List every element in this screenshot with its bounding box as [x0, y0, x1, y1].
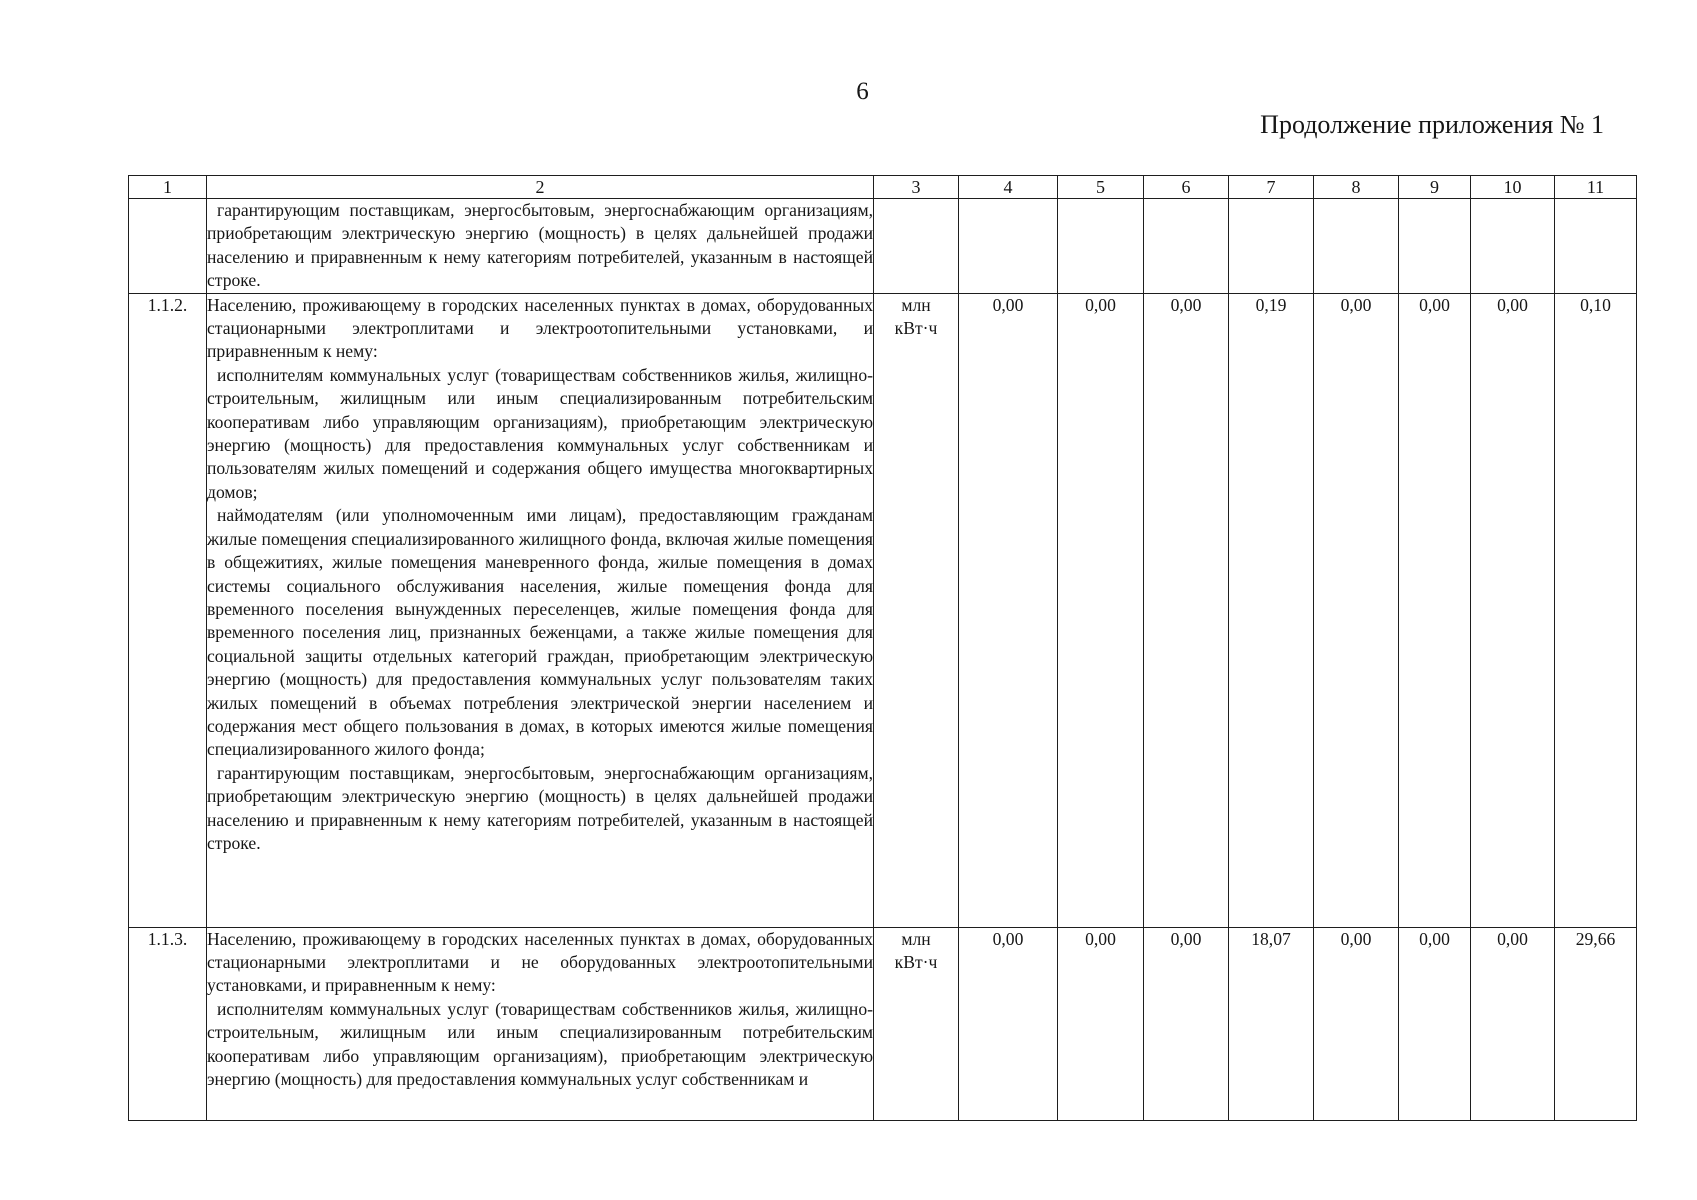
- value-cell: 0,00: [1144, 927, 1229, 1120]
- value-cell: 0,00: [1058, 927, 1144, 1120]
- unit-cell: [874, 293, 959, 927]
- value-cell: [1314, 199, 1399, 294]
- value-cell: 0,00: [1058, 293, 1144, 927]
- column-header: 7: [1229, 176, 1314, 199]
- row-number: 1.1.3.: [129, 927, 207, 1120]
- column-header: 4: [959, 176, 1058, 199]
- description-paragraph: гарантирующим поставщикам, энергосбытовым, энергоснабжающим организациям, приобретающим электрическую энергию (мощность) в целях дальнейшей продажи населению и приравненным к нему категориям потребителей, указанным в настоящей строке.: [207, 200, 873, 291]
- row-number: [129, 199, 207, 294]
- value-cell: 0,19: [1229, 293, 1314, 927]
- page-number: 6: [856, 78, 869, 105]
- description-paragraph: исполнителям коммунальных услуг (товариществам собственников жилья, жилищно-строительным, жилищным или иным специализированным потребительским кооперативам либо управляющим организациям), приобретающим электрическую энергию (мощность) для предоставления коммунальных услуг собственникам и пользователям жилых помещений и содержания общего имущества многоквартирных домов;: [207, 364, 873, 502]
- value-cell: 29,66: [1555, 927, 1637, 1120]
- unit-line: млн: [901, 928, 931, 949]
- value-cell: [1058, 199, 1144, 294]
- column-header: 9: [1399, 176, 1471, 199]
- value-cell: 0,00: [1399, 293, 1471, 927]
- unit-line: кВт·ч: [894, 951, 938, 972]
- value-cell: 0,00: [959, 927, 1058, 1120]
- appendix-continuation-title: Продолжение приложения № 1: [1260, 110, 1604, 139]
- value-cell: 0,00: [1314, 293, 1399, 927]
- value-cell: [1144, 199, 1229, 294]
- column-number-row: [129, 176, 1637, 199]
- row-description: [207, 293, 874, 927]
- column-header: 2: [207, 176, 874, 199]
- value-cell: 0,00: [1399, 927, 1471, 1120]
- value-cell: 0,10: [1555, 293, 1637, 927]
- column-header: 8: [1314, 176, 1399, 199]
- value-cell: 0,00: [1471, 293, 1555, 927]
- value-cell: 0,00: [959, 293, 1058, 927]
- column-header: 5: [1058, 176, 1144, 199]
- value-cell: 18,07: [1229, 927, 1314, 1120]
- tariff-table: [128, 175, 1637, 1121]
- row-number: 1.1.2.: [129, 293, 207, 927]
- description-paragraph: исполнителям коммунальных услуг (товариществам собственников жилья, жилищно-строительным, жилищным или иным специализированным потребительским кооперативам либо управляющим организациям), приобретающим электрическую энергию (мощность) для предоставления коммунальных услуг собственникам и: [207, 998, 873, 1090]
- column-header: 10: [1471, 176, 1555, 199]
- column-header: 6: [1144, 176, 1229, 199]
- value-cell: 0,00: [1471, 927, 1555, 1120]
- column-header: 1: [129, 176, 207, 199]
- value-cell: 0,00: [1314, 927, 1399, 1120]
- table-row: [129, 927, 1637, 1120]
- column-header: 3: [874, 176, 959, 199]
- description-paragraph: Населению, проживающему в городских населенных пунктах в домах, оборудованных стационарными электроплитами и не оборудованных электроотопительными установками, и приравненным к нему:: [207, 928, 873, 996]
- value-cell: [1229, 199, 1314, 294]
- table-row: [129, 199, 1637, 294]
- value-cell: [959, 199, 1058, 294]
- value-cell: [1471, 199, 1555, 294]
- value-cell: [1555, 199, 1637, 294]
- description-paragraph: гарантирующим поставщикам, энергосбытовым, энергоснабжающим организациям, приобретающим электрическую энергию (мощность) в целях дальнейшей продажи населению и приравненным к нему категориям потребителей, указанным в настоящей строке.: [207, 762, 873, 853]
- unit-line: млн: [901, 294, 931, 315]
- description-paragraph: наймодателям (или уполномоченным ими лицам), предоставляющим гражданам жилые помещения специализированного жилищного фонда, включая жилые помещения в общежитиях, жилые помещения маневренного фонда, жилые помещения в домах системы социального обслуживания населения, жилые помещения фонда для временного поселения вынужденных переселенцев, жилые помещения фонда для временного поселения лиц, признанных беженцами, а также жилые помещения для социальной защиты отдельных категорий граждан, приобретающим электрическую энергию (мощность) для предоставления коммунальных услуг пользователям таких жилых помещений в объемах потребления электрической энергии населением и содержания мест общего пользования в домах, в которых имеются жилые помещения специализированного жилого фонда;: [207, 505, 873, 760]
- value-cell: [1399, 199, 1471, 294]
- row-description: [207, 199, 874, 294]
- column-header: 11: [1555, 176, 1637, 199]
- unit-cell: [874, 927, 959, 1120]
- unit-line: кВт·ч: [894, 317, 938, 338]
- row-description: [207, 927, 874, 1120]
- table-row: [129, 293, 1637, 927]
- unit-cell: [874, 199, 959, 294]
- value-cell: 0,00: [1144, 293, 1229, 927]
- description-paragraph: Населению, проживающему в городских населенных пунктах в домах, оборудованных стационарными электроплитами и электроотопительными установками, и приравненным к нему:: [207, 294, 873, 362]
